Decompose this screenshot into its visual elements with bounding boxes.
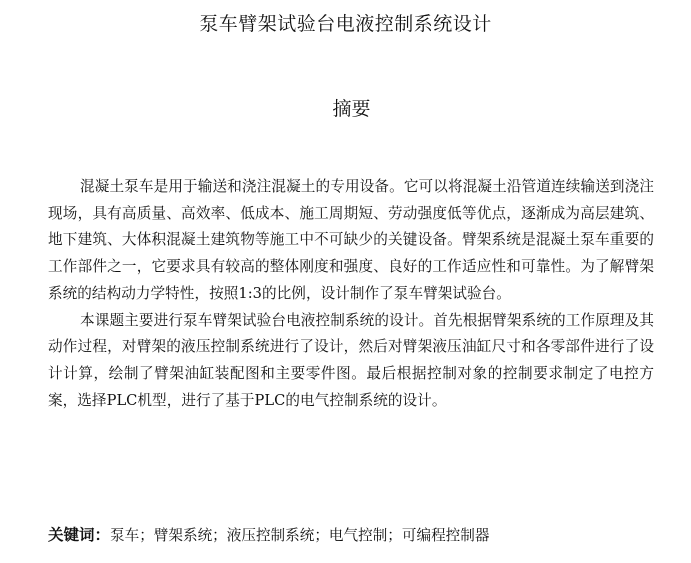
abstract-paragraph-1: 混凝土泵车是用于输送和浇注混凝土的专用设备。它可以将混凝土沿管道连续输送到浇注现场，具有高质量、高效率、低成本、施工周期短、劳动强度低等优点，逐渐成为高层建筑、地下建筑、大体积混凝土建筑物等施工中不可缺少的关键设备。臂架系统是混凝土泵车重要的工作部件之一，它要求具有较高的整体刚度和强度、良好的工作适应性和可靠性。为了解臂架系统的结构动力学特性，按照1:3的比例，设计制作了泵车臂架试验台。 [48,178,654,302]
keywords-label: 关键词： [48,526,111,544]
keywords-line [48,522,668,549]
abstract-body [48,174,654,414]
abstract-heading: 摘要 [332,98,371,120]
abstract-paragraph-2: 本课题主要进行泵车臂架试验台电液控制系统的设计。首先根据臂架系统的工作原理及其动作过程，对臂架的液压控制系统进行了设计，然后对臂架液压油缸尺寸和各零部件进行了设计计算，绘制了臂架油缸装配图和主要零件图。最后根据控制对象的控制要求制定了电控方案，选择PLC机型，进行了基于PLC的电气控制系统的设计。 [48,311,654,409]
keywords-text: 泵车；臂架系统；液压控制系统；电气控制；可编程控制器 [110,527,490,544]
document-title: 泵车臂架试验台电液控制系统设计 [199,13,492,35]
